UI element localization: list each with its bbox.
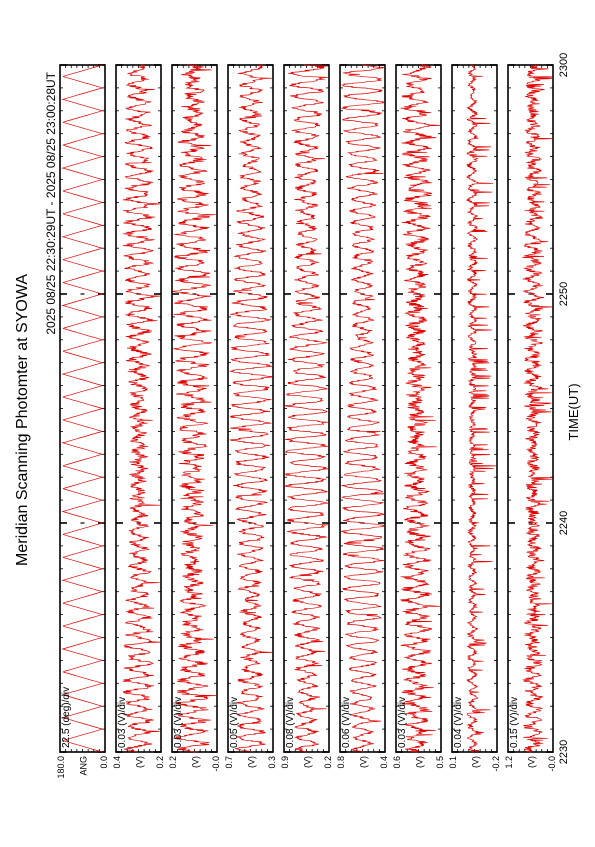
panel-2: [112, 65, 165, 769]
x-tick-label: 2300: [558, 52, 570, 78]
y-axis-label: (V): [470, 756, 481, 768]
y-axis-label: ANG: [78, 756, 89, 776]
y-top-label: 0.9: [280, 756, 290, 769]
panel-8: [448, 65, 501, 772]
y-axis-label: (V): [526, 756, 537, 768]
panels-group: [56, 65, 557, 779]
series-line-5: [285, 65, 328, 752]
y-bottom-label: 0.0: [99, 756, 109, 769]
panel-scale-label: 0.03 (V)/div: [397, 696, 408, 748]
series-line-4: [230, 65, 272, 752]
panel-scale-label: 22.5 (deg)/div: [61, 686, 72, 748]
panel-7: [392, 65, 445, 769]
chart-subtitle: 2025 08/25 22:30:29UT - 2025 08/25 23:00:28UT: [44, 72, 58, 335]
y-top-label: 1.2: [504, 756, 514, 769]
panel-frame: [60, 65, 105, 752]
y-bottom-label: 0.2: [155, 756, 165, 769]
y-top-label: 0.6: [392, 756, 402, 769]
chart-title: Meridian Scanning Photomter at SYOWA: [14, 274, 31, 566]
x-tick-label: 2230: [558, 739, 570, 765]
panel-4: [224, 65, 277, 769]
y-top-label: 180.0: [56, 756, 66, 779]
panel-scale-label: 0.15 (V)/div: [509, 696, 520, 748]
x-tick-label: 2250: [558, 281, 570, 307]
y-bottom-label: -0.0: [211, 756, 221, 772]
panel-scale-label: 0.06 (V)/div: [341, 696, 352, 748]
panel-scale-label: 0.03 (V)/div: [173, 696, 184, 748]
panel-6: [336, 65, 389, 769]
panel-5: [280, 65, 333, 769]
panel-scale-label: 0.04 (V)/div: [453, 696, 464, 748]
y-axis-label: (V): [190, 756, 201, 768]
y-bottom-label: 0.2: [323, 756, 333, 769]
panel-scale-label: 0.08 (V)/div: [285, 696, 296, 748]
series-line-7: [400, 65, 440, 752]
y-axis-label: (V): [302, 756, 313, 768]
y-axis-label: (V): [246, 756, 257, 768]
y-bottom-label: 0.5: [435, 756, 445, 769]
y-axis-label: (V): [414, 756, 425, 768]
x-axis-label: TIME(UT): [566, 383, 581, 441]
y-bottom-label: -0.2: [491, 756, 501, 772]
y-axis-label: (V): [134, 756, 145, 768]
series-line-8: [467, 65, 496, 752]
panel-scale-label: 0.03 (V)/div: [117, 696, 128, 748]
panel-3: [168, 65, 221, 772]
series-line-9: [522, 65, 552, 752]
y-bottom-label: 0.3: [267, 756, 277, 769]
series-line-6: [341, 65, 384, 752]
series-line-3: [173, 65, 216, 752]
y-top-label: 0.7: [224, 756, 234, 769]
y-bottom-label: 0.4: [379, 756, 389, 769]
series-line-2: [123, 65, 160, 752]
y-top-label: 0.1: [448, 756, 458, 769]
y-bottom-label: -0.0: [547, 756, 557, 772]
panel-9: [504, 65, 557, 772]
series-line-1: [63, 65, 103, 752]
y-top-label: 0.8: [336, 756, 346, 769]
y-top-label: 0.2: [168, 756, 178, 769]
panel-1: [56, 65, 109, 779]
y-axis-label: (V): [358, 756, 369, 768]
panel-scale-label: 0.05 (V)/div: [229, 696, 240, 748]
y-top-label: 0.4: [112, 756, 122, 769]
x-tick-label: 2240: [558, 510, 570, 536]
